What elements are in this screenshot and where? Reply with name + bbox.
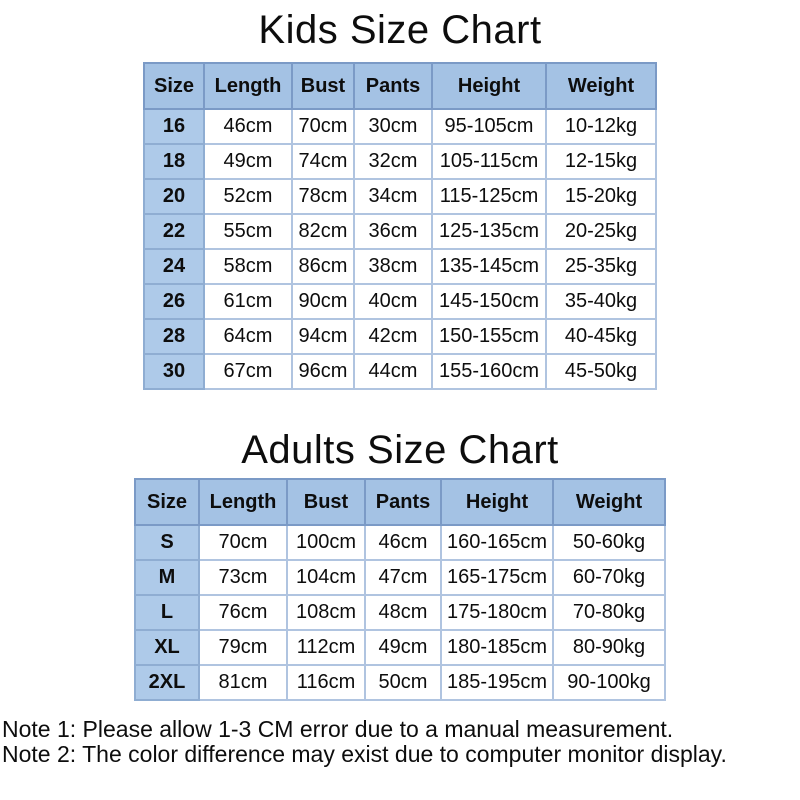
column-header: Height — [441, 479, 553, 525]
data-cell: 95-105cm — [432, 109, 546, 144]
data-cell: 38cm — [354, 249, 432, 284]
data-cell: 100cm — [287, 525, 365, 560]
column-header: Length — [204, 63, 292, 109]
size-cell: 16 — [144, 109, 204, 144]
data-cell: 90-100kg — [553, 665, 665, 700]
column-header: Height — [432, 63, 546, 109]
data-cell: 76cm — [199, 595, 287, 630]
table-row — [135, 630, 665, 665]
table-row — [135, 595, 665, 630]
data-cell: 185-195cm — [441, 665, 553, 700]
size-cell: XL — [135, 630, 199, 665]
data-cell: 42cm — [354, 319, 432, 354]
data-cell: 145-150cm — [432, 284, 546, 319]
column-header: Weight — [546, 63, 656, 109]
data-cell: 74cm — [292, 144, 354, 179]
size-cell: 22 — [144, 214, 204, 249]
table-row — [144, 319, 656, 354]
data-cell: 108cm — [287, 595, 365, 630]
data-cell: 70-80kg — [553, 595, 665, 630]
data-cell: 180-185cm — [441, 630, 553, 665]
data-cell: 25-35kg — [546, 249, 656, 284]
data-cell: 34cm — [354, 179, 432, 214]
data-cell: 86cm — [292, 249, 354, 284]
data-cell: 46cm — [204, 109, 292, 144]
data-cell: 80-90kg — [553, 630, 665, 665]
table-row — [135, 560, 665, 595]
data-cell: 125-135cm — [432, 214, 546, 249]
data-cell: 45-50kg — [546, 354, 656, 389]
column-header: Size — [135, 479, 199, 525]
data-cell: 35-40kg — [546, 284, 656, 319]
data-cell: 82cm — [292, 214, 354, 249]
table-row — [135, 665, 665, 700]
data-cell: 50cm — [365, 665, 441, 700]
data-cell: 81cm — [199, 665, 287, 700]
column-header: Pants — [365, 479, 441, 525]
size-cell: 20 — [144, 179, 204, 214]
data-cell: 58cm — [204, 249, 292, 284]
data-cell: 12-15kg — [546, 144, 656, 179]
column-header: Bust — [292, 63, 354, 109]
table-row — [144, 354, 656, 389]
note-2: Note 2: The color difference may exist due to computer monitor display. — [2, 741, 727, 767]
size-cell: L — [135, 595, 199, 630]
adults-chart-title: Adults Size Chart — [241, 428, 559, 472]
adults-size-table — [134, 478, 666, 701]
table-row — [144, 144, 656, 179]
column-header: Bust — [287, 479, 365, 525]
kids-size-table — [143, 62, 657, 390]
data-cell: 49cm — [204, 144, 292, 179]
data-cell: 47cm — [365, 560, 441, 595]
data-cell: 30cm — [354, 109, 432, 144]
data-cell: 52cm — [204, 179, 292, 214]
data-cell: 73cm — [199, 560, 287, 595]
data-cell: 90cm — [292, 284, 354, 319]
data-cell: 160-165cm — [441, 525, 553, 560]
column-header: Pants — [354, 63, 432, 109]
data-cell: 115-125cm — [432, 179, 546, 214]
header-row — [135, 479, 665, 525]
table-row — [144, 284, 656, 319]
data-cell: 36cm — [354, 214, 432, 249]
table-row — [144, 109, 656, 144]
data-cell: 44cm — [354, 354, 432, 389]
data-cell: 112cm — [287, 630, 365, 665]
data-cell: 40-45kg — [546, 319, 656, 354]
data-cell: 116cm — [287, 665, 365, 700]
column-header: Size — [144, 63, 204, 109]
size-cell: S — [135, 525, 199, 560]
data-cell: 96cm — [292, 354, 354, 389]
size-cell: 28 — [144, 319, 204, 354]
size-cell: 2XL — [135, 665, 199, 700]
data-cell: 94cm — [292, 319, 354, 354]
data-cell: 79cm — [199, 630, 287, 665]
column-header: Length — [199, 479, 287, 525]
data-cell: 55cm — [204, 214, 292, 249]
data-cell: 10-12kg — [546, 109, 656, 144]
size-cell: M — [135, 560, 199, 595]
header-row — [144, 63, 656, 109]
notes-section — [2, 717, 800, 767]
data-cell: 46cm — [365, 525, 441, 560]
data-cell: 150-155cm — [432, 319, 546, 354]
data-cell: 64cm — [204, 319, 292, 354]
size-cell: 30 — [144, 354, 204, 389]
note-1: Note 1: Please allow 1-3 CM error due to a manual measurement. — [2, 716, 674, 742]
data-cell: 49cm — [365, 630, 441, 665]
data-cell: 155-160cm — [432, 354, 546, 389]
data-cell: 32cm — [354, 144, 432, 179]
data-cell: 104cm — [287, 560, 365, 595]
kids-chart-title: Kids Size Chart — [258, 8, 542, 52]
data-cell: 15-20kg — [546, 179, 656, 214]
data-cell: 40cm — [354, 284, 432, 319]
data-cell: 48cm — [365, 595, 441, 630]
data-cell: 175-180cm — [441, 595, 553, 630]
size-cell: 18 — [144, 144, 204, 179]
data-cell: 67cm — [204, 354, 292, 389]
table-row — [135, 525, 665, 560]
data-cell: 50-60kg — [553, 525, 665, 560]
data-cell: 61cm — [204, 284, 292, 319]
table-row — [144, 214, 656, 249]
table-row — [144, 249, 656, 284]
data-cell: 78cm — [292, 179, 354, 214]
table-row — [144, 179, 656, 214]
data-cell: 70cm — [199, 525, 287, 560]
size-cell: 26 — [144, 284, 204, 319]
data-cell: 60-70kg — [553, 560, 665, 595]
data-cell: 135-145cm — [432, 249, 546, 284]
data-cell: 70cm — [292, 109, 354, 144]
size-cell: 24 — [144, 249, 204, 284]
data-cell: 105-115cm — [432, 144, 546, 179]
data-cell: 20-25kg — [546, 214, 656, 249]
column-header: Weight — [553, 479, 665, 525]
data-cell: 165-175cm — [441, 560, 553, 595]
